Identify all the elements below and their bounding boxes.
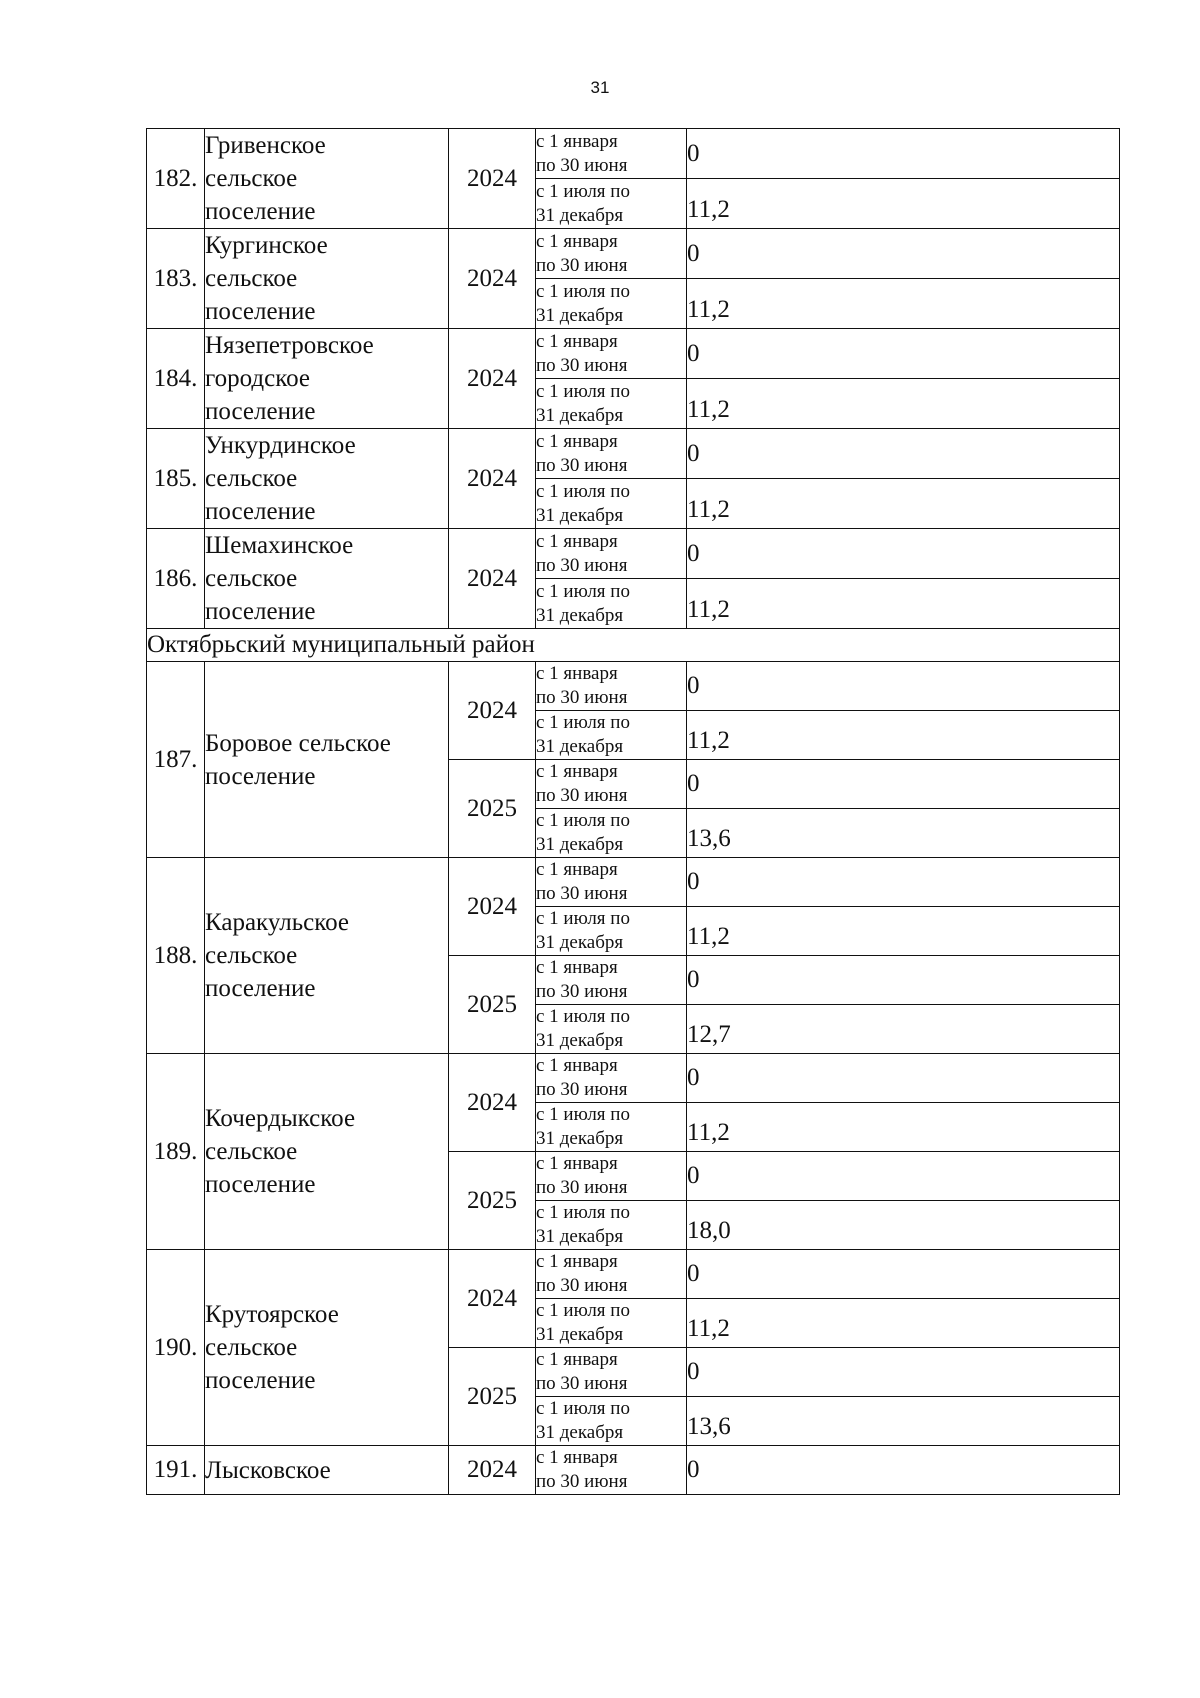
period-first-half: с 1 января по 30 июня bbox=[536, 1054, 687, 1103]
tariff-table bbox=[146, 128, 1120, 1495]
page-number: 31 bbox=[590, 78, 610, 97]
period-second-half: с 1 июля по 31 декабря bbox=[536, 907, 687, 956]
year-cell: 2024 bbox=[449, 858, 536, 956]
row-number: 184. bbox=[147, 329, 205, 429]
value-second-half: 11,2 bbox=[687, 907, 1120, 956]
settlement-name bbox=[205, 858, 449, 1054]
value-second-half: 13,6 bbox=[687, 1397, 1120, 1446]
settlement-name-text: Нязепетровское городское поселение bbox=[205, 332, 374, 425]
year-cell: 2025 bbox=[449, 760, 536, 858]
table-row bbox=[147, 129, 1120, 179]
value-first-half: 0 bbox=[687, 429, 1120, 479]
settlement-name bbox=[205, 662, 449, 858]
period-first-half: с 1 января по 30 июня bbox=[536, 1152, 687, 1201]
value-second-half: 11,2 bbox=[687, 1299, 1120, 1348]
settlement-name bbox=[205, 429, 449, 529]
settlement-name-text: Кочердыкское сельское поселение bbox=[205, 1105, 356, 1198]
settlement-name-text: Шемахинское сельское поселение bbox=[205, 532, 354, 625]
period-second-half: с 1 июля по 31 декабря bbox=[536, 809, 687, 858]
settlement-name bbox=[205, 1250, 449, 1446]
settlement-name bbox=[205, 129, 449, 229]
value-second-half: 12,7 bbox=[687, 1005, 1120, 1054]
district-row bbox=[147, 629, 1120, 662]
period-second-half: с 1 июля по 31 декабря bbox=[536, 279, 687, 329]
table-row bbox=[147, 858, 1120, 907]
settlement-name bbox=[205, 229, 449, 329]
period-first-half: с 1 января по 30 июня bbox=[536, 858, 687, 907]
period-second-half: с 1 июля по 31 декабря bbox=[536, 1201, 687, 1250]
value-first-half: 0 bbox=[687, 329, 1120, 379]
table-row bbox=[147, 1250, 1120, 1299]
period-second-half: с 1 июля по 31 декабря bbox=[536, 1103, 687, 1152]
year-cell: 2024 bbox=[449, 1054, 536, 1152]
year-cell: 2024 bbox=[449, 1250, 536, 1348]
table-body bbox=[147, 129, 1120, 1495]
value-first-half: 0 bbox=[687, 956, 1120, 1005]
row-number: 185. bbox=[147, 429, 205, 529]
year-cell: 2024 bbox=[449, 1446, 536, 1495]
period-second-half: с 1 июля по 31 декабря bbox=[536, 579, 687, 629]
period-second-half: с 1 июля по 31 декабря bbox=[536, 1005, 687, 1054]
settlement-name-text: Гривенское сельское поселение bbox=[205, 132, 326, 225]
year-cell: 2024 bbox=[449, 529, 536, 629]
row-number: 189. bbox=[147, 1054, 205, 1250]
settlement-name-text: Кургинское сельское поселение bbox=[205, 232, 328, 325]
period-second-half: с 1 июля по 31 декабря bbox=[536, 179, 687, 229]
table-row bbox=[147, 329, 1120, 379]
row-number: 183. bbox=[147, 229, 205, 329]
settlement-name bbox=[205, 1054, 449, 1250]
period-first-half: с 1 января по 30 июня bbox=[536, 956, 687, 1005]
settlement-name bbox=[205, 529, 449, 629]
period-first-half: с 1 января по 30 июня bbox=[536, 1348, 687, 1397]
value-first-half: 0 bbox=[687, 229, 1120, 279]
row-number: 188. bbox=[147, 858, 205, 1054]
value-first-half: 0 bbox=[687, 760, 1120, 809]
period-first-half: с 1 января по 30 июня bbox=[536, 129, 687, 179]
row-number: 182. bbox=[147, 129, 205, 229]
period-second-half: с 1 июля по 31 декабря bbox=[536, 479, 687, 529]
value-second-half: 11,2 bbox=[687, 579, 1120, 629]
year-cell: 2024 bbox=[449, 229, 536, 329]
value-first-half: 0 bbox=[687, 529, 1120, 579]
settlement-name-text: Крутоярское сельское поселение bbox=[205, 1301, 339, 1394]
value-second-half: 11,2 bbox=[687, 479, 1120, 529]
table-row bbox=[147, 229, 1120, 279]
period-second-half: с 1 июля по 31 декабря bbox=[536, 379, 687, 429]
value-first-half: 0 bbox=[687, 1152, 1120, 1201]
period-first-half: с 1 января по 30 июня bbox=[536, 1446, 687, 1495]
value-first-half: 0 bbox=[687, 1250, 1120, 1299]
value-second-half: 18,0 bbox=[687, 1201, 1120, 1250]
year-cell: 2024 bbox=[449, 662, 536, 760]
period-first-half: с 1 января по 30 июня bbox=[536, 529, 687, 579]
value-first-half: 0 bbox=[687, 129, 1120, 179]
value-first-half: 0 bbox=[687, 1054, 1120, 1103]
row-number: 190. bbox=[147, 1250, 205, 1446]
table-row bbox=[147, 529, 1120, 579]
period-first-half: с 1 января по 30 июня bbox=[536, 1250, 687, 1299]
period-first-half: с 1 января по 30 июня bbox=[536, 760, 687, 809]
value-second-half: 11,2 bbox=[687, 711, 1120, 760]
period-first-half: с 1 января по 30 июня bbox=[536, 662, 687, 711]
value-first-half: 0 bbox=[687, 1348, 1120, 1397]
value-second-half: 11,2 bbox=[687, 179, 1120, 229]
value-second-half: 11,2 bbox=[687, 1103, 1120, 1152]
value-first-half: 0 bbox=[687, 858, 1120, 907]
period-first-half: с 1 января по 30 июня bbox=[536, 329, 687, 379]
year-cell: 2024 bbox=[449, 429, 536, 529]
period-first-half: с 1 января по 30 июня bbox=[536, 429, 687, 479]
row-number: 187. bbox=[147, 662, 205, 858]
value-first-half: 0 bbox=[687, 662, 1120, 711]
value-second-half: 11,2 bbox=[687, 279, 1120, 329]
settlement-name bbox=[205, 329, 449, 429]
settlement-name-text: Каракульское сельское поселение bbox=[205, 909, 349, 1002]
table-row bbox=[147, 1446, 1120, 1495]
district-heading: Октябрьский муниципальный район bbox=[147, 629, 1120, 662]
period-second-half: с 1 июля по 31 декабря bbox=[536, 1299, 687, 1348]
table-row bbox=[147, 662, 1120, 711]
year-cell: 2025 bbox=[449, 1348, 536, 1446]
period-second-half: с 1 июля по 31 декабря bbox=[536, 1397, 687, 1446]
year-cell: 2025 bbox=[449, 956, 536, 1054]
year-cell: 2024 bbox=[449, 329, 536, 429]
period-first-half: с 1 января по 30 июня bbox=[536, 229, 687, 279]
row-number: 191. bbox=[147, 1446, 205, 1495]
settlement-name: Лысковское bbox=[205, 1446, 449, 1495]
settlement-name-text: Боровое сельское поселение bbox=[205, 729, 391, 790]
table-row bbox=[147, 429, 1120, 479]
period-second-half: с 1 июля по 31 декабря bbox=[536, 711, 687, 760]
row-number: 186. bbox=[147, 529, 205, 629]
value-second-half: 13,6 bbox=[687, 809, 1120, 858]
table-row bbox=[147, 1054, 1120, 1103]
value-first-half: 0 bbox=[687, 1446, 1120, 1495]
year-cell: 2024 bbox=[449, 129, 536, 229]
settlement-name-text: Ункурдинское сельское поселение bbox=[205, 432, 356, 525]
year-cell: 2025 bbox=[449, 1152, 536, 1250]
value-second-half: 11,2 bbox=[687, 379, 1120, 429]
